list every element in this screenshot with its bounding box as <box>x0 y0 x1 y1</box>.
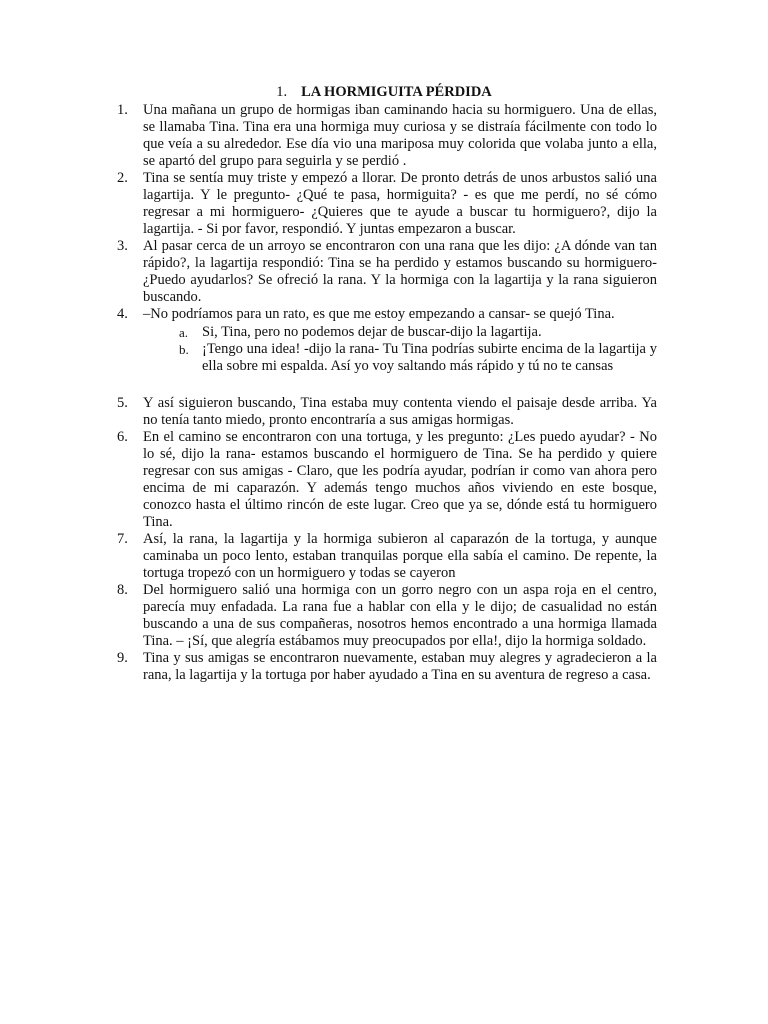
paragraph-2 <box>117 170 657 238</box>
paragraph-7 <box>117 531 657 582</box>
paragraph-text: En el camino se encontraron con una tortuga, y les pregunto: ¿Les puedo ayudar? - No lo sé, dijo la rana- estamos buscando el hormiguero de Tina. Se ha perdido y quiere regresar con sus amigas - Claro, que les podría ayudar, podrían ir como van ahora pero encima de mi caparazón. Y además tengo muchos años viviendo en este bosque, conozco hasta el último rincón de este lugar. Creo que ya se, dónde está tu hormiguero Tina. <box>143 429 657 530</box>
paragraph-number: 3. <box>117 238 128 254</box>
paragraph-text: Del hormiguero salió una hormiga con un gorro negro con un aspa roja en el centro, parecía muy enfadada. La rana fue a hablar con ella y le dijo; de casualidad no están buscando a una de sus compañeras, nosotros hemos encontrado a una hormiga llamada Tina. – ¡Sí, que alegría estábamos muy preocupados por ella!, dijo la hormiga soldado. <box>143 582 657 649</box>
paragraph-4 <box>117 306 657 323</box>
paragraph-text: –No podríamos para un rato, es que me estoy empezando a cansar- se quejó Tina. <box>143 306 615 322</box>
blank-line <box>117 375 657 395</box>
paragraph-number: 7. <box>117 531 128 547</box>
paragraph-number: 4. <box>117 306 128 322</box>
paragraph-text: Y así siguieron buscando, Tina estaba muy contenta viendo el paisaje desde arriba. Ya no tenía tanto miedo, pronto encontraría a sus amigas hormigas. <box>143 395 657 428</box>
sub-item-letter: b. <box>179 342 189 357</box>
paragraph-number: 9. <box>117 650 128 666</box>
paragraph-1 <box>117 102 657 170</box>
paragraph-number: 8. <box>117 582 128 598</box>
paragraph-5 <box>117 395 657 429</box>
story-paragraph-list <box>117 102 657 684</box>
sub-item-text: ¡Tengo una idea! -dijo la rana- Tu Tina podrías subirte encima de la lagartija y ella sobre mi espalda. Así yo voy saltando más rápido y tú no te cansas <box>202 341 657 374</box>
paragraph-9 <box>117 650 657 684</box>
paragraph-text: Tina se sentía muy triste y empezó a llorar. De pronto detrás de unos arbustos salió una lagartija. Y le pregunto- ¿Qué te pasa, hormiguita? - es que me perdí, no sé cómo regresar a mi hormiguero- ¿Quieres que te ayude a buscar tu hormiguero?, dijo la lagartija. - Si por favor, respondió. Y juntas empezaron a buscar. <box>143 170 657 237</box>
sub-item-a <box>117 324 657 341</box>
sub-item-letter: a. <box>179 325 189 340</box>
paragraph-text: Tina y sus amigas se encontraron nuevamente, estaban muy alegres y agradecieron a la rana, la lagartija y la tortuga por haber ayudado a Tina en su aventura de regreso a casa. <box>143 650 657 683</box>
dialogue-sub-list <box>117 324 657 375</box>
story-title <box>0 84 768 101</box>
paragraph-3 <box>117 238 657 306</box>
sub-item-text: Si, Tina, pero no podemos dejar de buscar-dijo la lagartija. <box>202 324 542 340</box>
title-text: LA HORMIGUITA PÉRDIDA <box>301 84 492 100</box>
paragraph-number: 1. <box>117 102 128 118</box>
title-number: 1. <box>276 84 288 100</box>
paragraph-6 <box>117 429 657 531</box>
paragraph-text: Así, la rana, la lagartija y la hormiga subieron al caparazón de la tortuga, y aunque caminaba un poco lento, estaban tranquilas porque ella sabía el camino. De repente, la tortuga tropezó con un hormiguero y todas se cayeron <box>143 531 657 581</box>
paragraph-text: Una mañana un grupo de hormigas iban caminando hacia su hormiguero. Una de ellas, se llamaba Tina. Tina era una hormiga muy curiosa y se distraía fácilmente con todo lo que veía a su alrededor. Ese día vio una mariposa muy colorida que volaba junto a ella, se apartó del grupo para seguirla y se perdió . <box>143 102 657 169</box>
paragraph-number: 5. <box>117 395 128 411</box>
sub-item-b <box>117 341 657 375</box>
paragraph-text: Al pasar cerca de un arroyo se encontraron con una rana que les dijo: ¿A dónde van tan rápido?, la lagartija respondió: Tina se ha perdido y estamos buscando su hormiguero- ¿Puedo ayudarlos? Se ofreció la rana. Y la hormiga con la lagartija y la rana siguieron buscando. <box>143 238 657 305</box>
paragraph-number: 2. <box>117 170 128 186</box>
paragraph-8 <box>117 582 657 650</box>
paragraph-number: 6. <box>117 429 128 445</box>
